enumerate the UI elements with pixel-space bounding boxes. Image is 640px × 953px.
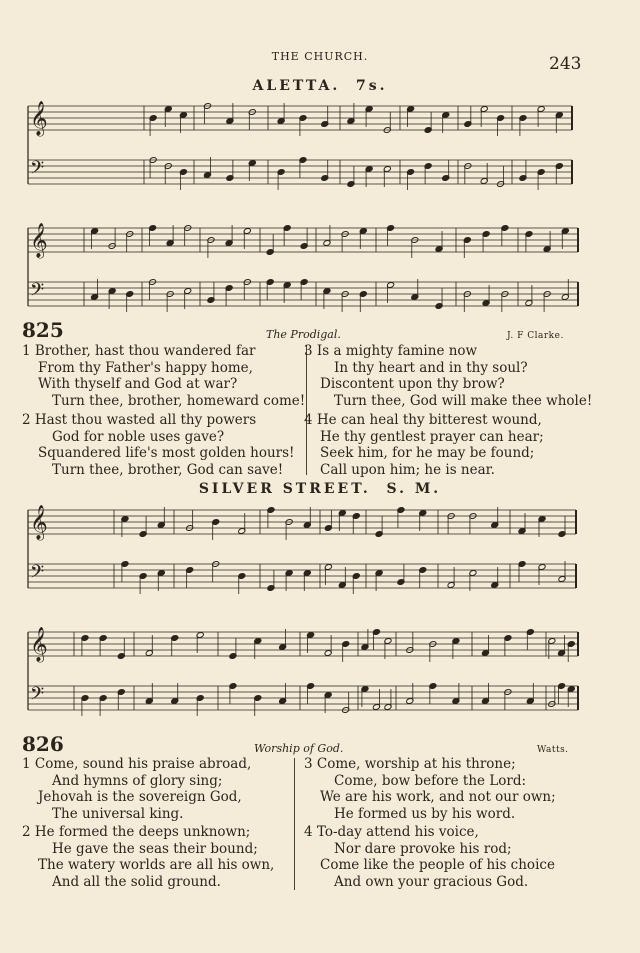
tune-name: SILVER STREET. — [198, 481, 371, 497]
verse-line: And own your gracious God. — [334, 873, 529, 890]
verse-line: From thy Father's happy home, — [38, 359, 253, 376]
stanza-number: 4 — [304, 824, 313, 840]
treble-clef: 𝄞 — [30, 223, 48, 258]
verse-line: Squandered life's most golden hours! — [38, 445, 295, 461]
verse-line: With thyself and God at war? — [38, 376, 238, 392]
verse-line: The universal king. — [52, 805, 184, 822]
hymn-number-826: 826 — [22, 732, 64, 756]
hymn-subject: Worship of God. — [254, 742, 344, 755]
treble-clef: 𝄞 — [30, 627, 48, 662]
verse-line: He gave the seas their bound; — [52, 840, 258, 857]
stanza-825-4 — [304, 412, 544, 478]
stanza-826-3 — [304, 756, 556, 822]
verse-line: He formed the deeps unknown; — [34, 824, 251, 840]
running-title: THE CHURCH. — [271, 50, 369, 63]
verse-line: Discontent upon thy brow? — [320, 376, 505, 392]
hymn-subject: The Prodigal. — [266, 328, 341, 341]
verse-line: He can heal thy bitterest wound, — [316, 412, 542, 428]
verse-line: Come, bow before the Lord: — [334, 772, 527, 789]
stanza-number: 4 — [304, 412, 313, 428]
tune-meter: 7s. — [355, 78, 388, 94]
stanza-number: 1 — [22, 343, 31, 359]
column-divider — [294, 758, 295, 890]
verse-line: Call upon him; he is near. — [320, 461, 495, 478]
verse-line: Is a mighty famine now — [316, 343, 478, 359]
verse-line: He formed us by his word. — [334, 805, 516, 822]
tune-name: ALETTA. — [252, 78, 341, 94]
stanza-826-2 — [22, 824, 274, 890]
bass-clef: 𝄢 — [30, 684, 45, 709]
stanza-number: 3 — [304, 343, 313, 359]
verse-line: Come, sound his praise abroad, — [34, 756, 252, 772]
stanza-825-3 — [304, 343, 592, 409]
verse-line: And all the solid ground. — [52, 873, 221, 890]
music-notation-silver-street — [24, 496, 584, 732]
verse-line: Seek him, for he may be found; — [320, 445, 535, 461]
verse-line: Turn thee, brother, homeward come! — [52, 392, 306, 409]
stanza-number: 2 — [22, 824, 31, 840]
verse-line: Come, worship at his throne; — [316, 756, 516, 772]
verse-line: We are his work, and not our own; — [320, 789, 556, 805]
verse-line: In thy heart and in thy soul? — [334, 359, 528, 376]
hymn-author: J. F Clarke. — [507, 331, 564, 341]
stanza-825-1 — [22, 343, 305, 409]
hymn-author: Watts. — [537, 745, 569, 755]
verse-line: He thy gentlest prayer can hear; — [320, 428, 544, 445]
tune-meter: S. M. — [386, 481, 442, 497]
stanza-number: 2 — [22, 412, 31, 428]
bass-clef: 𝄢 — [30, 562, 45, 587]
stanza-826-4 — [304, 824, 555, 890]
verse-line: Turn thee, God will make thee whole! — [334, 392, 593, 409]
stanza-825-2 — [22, 412, 295, 478]
treble-clef: 𝄞 — [30, 101, 48, 136]
page-number: 243 — [549, 54, 582, 74]
verse-line: God for noble uses gave? — [52, 428, 225, 445]
bass-clef: 𝄢 — [30, 158, 45, 183]
verse-line: Turn thee, brother, God can save! — [52, 461, 284, 478]
stanza-number: 1 — [22, 756, 31, 772]
hymn-number-825: 825 — [22, 318, 64, 342]
verse-line: To-day attend his voice, — [316, 824, 479, 840]
verse-line: Come like the people of his choice — [320, 857, 555, 873]
treble-clef: 𝄞 — [30, 505, 48, 540]
verse-line: Hast thou wasted all thy powers — [34, 412, 257, 428]
tune-title-silver-street — [0, 481, 640, 497]
music-notation-aletta — [24, 92, 584, 320]
verse-line: Brother, hast thou wandered far — [34, 343, 256, 359]
verse-line: Nor dare provoke his rod; — [334, 840, 512, 857]
verse-line: And hymns of glory sing; — [52, 772, 223, 789]
stanza-826-1 — [22, 756, 251, 822]
verse-line: Jehovah is the sovereign God, — [38, 789, 242, 805]
stanza-number: 3 — [304, 756, 313, 772]
bass-clef: 𝄢 — [30, 280, 45, 305]
verse-line: The watery worlds are all his own, — [38, 857, 275, 873]
